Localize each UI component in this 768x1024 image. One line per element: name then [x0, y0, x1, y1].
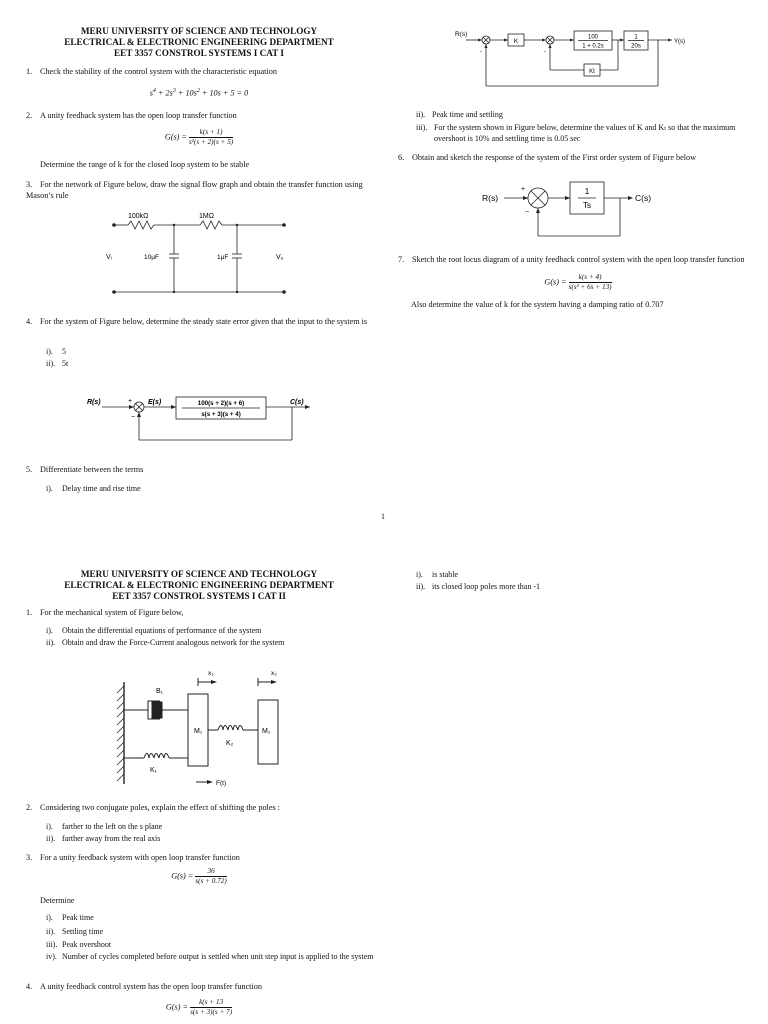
list-item — [46, 821, 162, 833]
list-item — [46, 346, 68, 358]
item-text: Obtain the differential equations of performance of the system — [62, 626, 262, 635]
question-number: 1. — [26, 608, 33, 617]
question-number: 7. — [398, 255, 405, 264]
item-text: Delay time and rise time — [62, 484, 141, 493]
item-number: ii). — [416, 582, 426, 591]
minus-sign: - — [480, 49, 482, 55]
output-voltage-label: Vₒ — [276, 254, 284, 261]
item-number: i). — [46, 913, 53, 922]
q5-item-3 — [416, 122, 756, 144]
question-number: 2. — [26, 803, 33, 812]
list-item — [46, 938, 376, 952]
question-number: 4. — [26, 317, 33, 326]
item-number: ii). — [416, 110, 426, 119]
denominator: s(s² + 6s + 13) — [568, 283, 612, 291]
resistor-2-label: 1MΩ — [199, 213, 214, 220]
item-text: is stable — [432, 570, 458, 579]
plus-sign: + — [128, 398, 133, 405]
item-number: i). — [46, 626, 53, 635]
page-number: 1 — [381, 512, 385, 521]
output-terminal — [282, 290, 286, 294]
first-order-block-diagram — [480, 174, 670, 244]
list-item — [46, 833, 162, 845]
spring-k2 — [218, 726, 243, 731]
denominator: s(s + 3)(s + 7) — [190, 1008, 233, 1016]
item-text: 5 — [62, 347, 66, 356]
list-item — [46, 358, 68, 370]
item-text: Settling time — [62, 926, 104, 936]
plus-sign: + — [521, 186, 526, 193]
course-title: EET 3357 CONSTROL SYSTEMS I CAT II — [112, 591, 286, 601]
cat2-header — [30, 569, 368, 602]
block-numerator: 1 — [584, 187, 590, 196]
cat2-q2-items — [46, 821, 162, 845]
item-text: For the system shown in Figure below, determine the values of K and Kₜ so that the maximum overshoot is 10% and settling time is 0.05 sec — [434, 123, 736, 143]
denominator: s²(s + 2)(s + 5) — [188, 138, 234, 146]
eq-lhs: G(s) = — [164, 132, 187, 142]
question-text: For the system of Figure below, determine the steady state error given that the input to the system is — [40, 317, 368, 326]
cat2-question-2 — [26, 803, 376, 814]
list-item — [46, 952, 376, 963]
question-text: For a unity feedback system with open loop transfer function — [40, 853, 240, 862]
numerator: k(s + 4) — [569, 273, 612, 283]
item-text: Peak time — [62, 913, 94, 922]
cat1-question-1 — [26, 67, 376, 78]
question-text: Considering two conjugate poles, explain the effect of shifting the poles : — [40, 803, 280, 812]
cat1-question-4 — [26, 317, 376, 328]
item-text: its closed loop poles more than -1 — [432, 582, 540, 591]
output-label: C(s) — [290, 399, 304, 406]
question-text: Differentiate between the terms — [40, 465, 144, 474]
resistor-1-label: 100kΩ — [128, 213, 149, 220]
item-number: i). — [416, 570, 423, 579]
item-number: iv). — [46, 951, 57, 961]
list-item — [46, 637, 284, 649]
cat1-question-6 — [398, 153, 758, 164]
cat2-q1-items — [46, 625, 284, 649]
minus-sign: − — [131, 414, 136, 421]
transfer-function-q7 — [398, 273, 758, 292]
list-item — [416, 569, 540, 581]
cat1-header — [30, 26, 368, 59]
item-number: i). — [46, 347, 53, 356]
q7-instruction: Also determine the value of k for the system having a damping ratio of 0.707 — [411, 300, 664, 309]
output-label: Y(s) — [674, 39, 685, 45]
item-number: ii). — [46, 638, 56, 647]
list-item — [46, 625, 284, 637]
q4-inputs — [46, 346, 68, 370]
eq-lhs: G(s) = — [165, 1002, 189, 1012]
q4-block-diagram — [84, 392, 324, 452]
input-voltage-label: Vᵢ — [106, 254, 112, 261]
force-label: F(t) — [216, 780, 227, 787]
cat2-q3-instruction: Determine — [40, 896, 75, 905]
transfer-function-cat2-q4 — [30, 998, 368, 1017]
eq-exp: 3 — [172, 88, 176, 94]
cat2-question-1 — [26, 608, 376, 619]
item-number: i). — [46, 822, 53, 831]
q5-item-1 — [46, 483, 141, 495]
question-text: A unity feedback system has the open loop transfer function — [40, 111, 237, 120]
item-number: ii). — [46, 834, 56, 843]
cat2-question-3 — [26, 853, 376, 864]
characteristic-equation — [30, 88, 368, 98]
displacement-x1-label: x₁ — [208, 670, 214, 677]
item-number: iii). — [46, 940, 58, 949]
eq-lhs: G(s) = — [171, 871, 194, 881]
list-item — [416, 581, 540, 593]
question-number: 6. — [398, 153, 405, 162]
capacitor-1-label: 10μF — [144, 254, 159, 261]
item-text: farther to the left on the s plane — [62, 822, 163, 831]
item-text: Obtain and draw the Force-Current analogous network for the system — [62, 638, 285, 647]
question-text: A unity feedback control system has the open loop transfer function — [40, 982, 262, 991]
question-number: 4. — [26, 982, 33, 991]
displacement-x2-label: x₂ — [271, 670, 277, 677]
cat2-q3-items — [46, 911, 376, 962]
course-title: EET 3357 CONSTROL SYSTEMS I CAT I — [113, 48, 285, 58]
question-text: Check the stability of the control system with the characteristic equation — [40, 67, 277, 76]
department-name: ELECTRICAL & ELECTRONIC ENGINEERING DEPARTMENT — [64, 37, 334, 47]
minus-sign: - — [544, 49, 546, 55]
mass-m1-label: M₁ — [194, 728, 203, 735]
mass-m2-label: M₂ — [262, 728, 271, 735]
transfer-function-cat2-q3 — [30, 867, 368, 886]
minus-sign: − — [525, 209, 530, 216]
denominator: s(s + 0.72) — [195, 877, 227, 885]
question-number: 3. — [26, 180, 33, 189]
fraction — [195, 867, 226, 886]
feedback-block-diagram — [452, 26, 692, 92]
cat1-question-7 — [398, 255, 758, 266]
question-text: For the mechanical system of Figure below, — [40, 608, 184, 617]
numerator: 36 — [195, 867, 226, 877]
cat2-question-4 — [26, 982, 376, 993]
input-label: R(s) — [87, 399, 101, 406]
plant-denominator: 1 + 0.2s — [582, 43, 604, 50]
question-text: Obtain and sketch the response of the system of the First order system of Figure below — [412, 153, 697, 162]
eq-term: + 10s + 5 = 0 — [199, 88, 249, 98]
numerator: k(s + 1) — [189, 128, 233, 138]
item-number: iii). — [416, 123, 428, 132]
block-denominator: s(s + 3)(s + 4) — [201, 411, 241, 418]
spring-k1 — [144, 754, 169, 759]
block-numerator: 100(s + 2)(s + 6) — [197, 400, 245, 407]
q2-instruction: Determine the range of k for the closed loop system to be stable — [40, 160, 250, 169]
question-number: 1. — [26, 67, 33, 76]
numerator: k(s + 13 — [190, 998, 232, 1008]
item-text: farther away from the real axis — [62, 834, 161, 843]
eq-lhs: G(s) = — [544, 277, 567, 287]
item-number: ii). — [46, 359, 56, 368]
question-text: For the network of Figure below, draw the signal flow graph and obtain the transfer function using Mason’s rule — [26, 180, 363, 200]
eq-term: s — [149, 88, 153, 98]
item-text: Peak time and settling — [432, 110, 503, 119]
output-terminal — [282, 223, 286, 227]
list-item — [46, 911, 376, 925]
eq-term: + 2s — [155, 88, 173, 98]
item-text: Number of cycles completed before output is settled when unit step input is applied to the system — [62, 951, 374, 961]
university-name: MERU UNIVERSITY OF SCIENCE AND TECHNOLOGY — [80, 569, 318, 579]
eq-exp: 4 — [152, 88, 156, 94]
fraction — [569, 273, 612, 292]
university-name: MERU UNIVERSITY OF SCIENCE AND TECHNOLOGY — [80, 26, 318, 36]
eq-term: + 10s — [175, 88, 197, 98]
spring-k1-label: K₁ — [150, 767, 158, 774]
block-denominator: Ts — [583, 201, 591, 210]
spring-k2-label: K₂ — [226, 740, 234, 747]
item-text: 5t — [62, 359, 69, 368]
item-number: ii). — [46, 926, 56, 936]
error-label: E(s) — [148, 399, 162, 406]
question-number: 2. — [26, 111, 33, 120]
cat1-question-2 — [26, 111, 376, 122]
question-text: Sketch the root locus diagram of a unity feedback control system with the open loop transfer function — [412, 255, 745, 264]
input-label: R(s) — [455, 31, 468, 38]
question-number: 3. — [26, 853, 33, 862]
item-number: i). — [46, 484, 53, 493]
transfer-function-q2 — [30, 128, 368, 147]
cat1-question-5 — [26, 465, 376, 476]
q5-item-2 — [416, 109, 503, 121]
output-label: C(s) — [635, 193, 652, 203]
gain-k-label: K — [513, 38, 519, 45]
cat2-q4-items — [416, 569, 540, 593]
plant-numerator: 100 — [587, 34, 599, 41]
damper-b1-label: B₁ — [156, 688, 164, 695]
integrator-denominator: 20s — [631, 43, 641, 50]
kt-label: Kt — [589, 69, 595, 75]
fraction — [189, 128, 233, 147]
input-terminal — [112, 223, 116, 227]
capacitor-2-label: 1μF — [217, 254, 229, 261]
department-name: ELECTRICAL & ELECTRONIC ENGINEERING DEPARTMENT — [64, 580, 334, 590]
cat1-question-3 — [26, 180, 376, 201]
input-label: R(s) — [482, 193, 499, 203]
question-number: 5. — [26, 465, 33, 474]
integrator-numerator: 1 — [634, 34, 638, 41]
input-terminal — [112, 290, 116, 294]
item-text: Peak overshoot — [62, 940, 112, 949]
fraction — [190, 998, 232, 1017]
list-item — [46, 925, 376, 939]
rc-network-figure — [100, 208, 300, 300]
eq-exp: 2 — [196, 88, 200, 94]
mechanical-system-figure — [112, 664, 292, 794]
